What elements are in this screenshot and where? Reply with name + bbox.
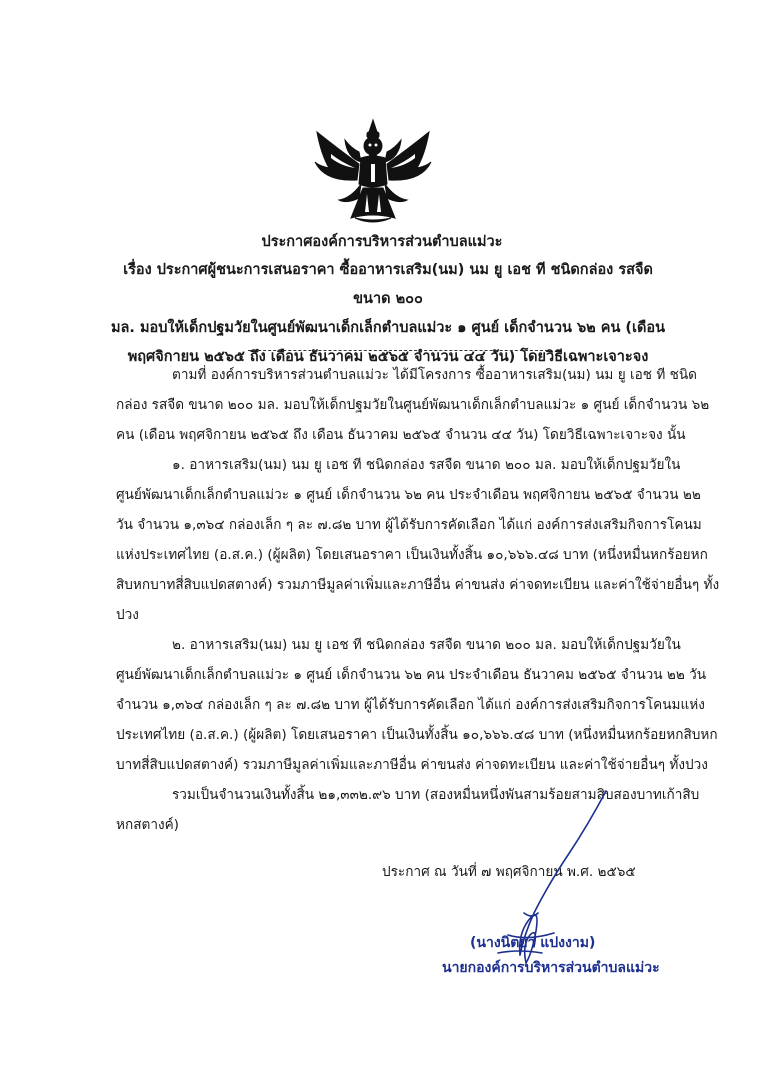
total-line: รวมเป็นจำนวนเงินทั้งสิ้น ๒๑,๓๓๒.๙๖ บาท (สองหมื่นหนึ่งพันสามร้อยสามสิบสองบาทเก้าสิบ — [172, 787, 700, 803]
announcement-subject — [108, 256, 668, 372]
announcement-date: ประกาศ ณ วันที่ ๗ พฤศจิกายน พ.ศ. ๒๕๖๕ — [382, 864, 636, 880]
subject-line: มล. มอบให้เด็กปฐมวัยในศูนย์พัฒนาเด็กเล็กตำบลแม่วะ ๑ ศูนย์ เด็กจำนวน ๖๒ คน (เดือน — [110, 320, 666, 336]
item1-line: วัน จำนวน ๑,๓๖๔ กล่องเล็ก ๆ ละ ๗.๘๒ บาท ผู้ได้รับการคัดเลือก ได้แก่ องค์การส่งเสริมกิจการโคนม — [116, 517, 702, 533]
item2-line: ศูนย์พัฒนาเด็กเล็กตำบลแม่วะ ๑ ศูนย์ เด็กจำนวน ๖๒ คน ประจำเดือน ธันวาคม ๒๕๖๕ จำนวน ๒๒ วัน — [116, 667, 707, 683]
announcement-title: ประกาศองค์การบริหารส่วนตำบลแม่วะ — [261, 234, 503, 250]
item1-line: แห่งประเทศไทย (อ.ส.ค.) (ผู้ผลิต) โดยเสนอราคา เป็นเงินทั้งสิ้น ๑๐,๖๖๖.๔๘ บาท (หนึ่งหมื่นหกร้อยหก — [116, 547, 708, 563]
dashed-divider — [248, 350, 548, 351]
item2-line: ประเทศไทย (อ.ส.ค.) (ผู้ผลิต) โดยเสนอราคา เป็นเงินทั้งสิ้น ๑๐,๖๖๖.๔๘ บาท (หนึ่งหมื่นหกร้อยหกสิบหก — [116, 727, 718, 743]
intro-line: ตามที่ องค์การบริหารส่วนตำบลแม่วะ ได้มีโครงการ ซื้ออาหารเสริม(นม) นม ยู เอช ที ชนิด — [172, 367, 697, 383]
item1-line: ปวง — [116, 607, 139, 623]
item2-line: จำนวน ๑,๓๖๔ กล่องเล็ก ๆ ละ ๗.๘๒ บาท ผู้ได้รับการคัดเลือก ได้แก่ องค์การส่งเสริมกิจการโคนมแห่ง — [116, 697, 705, 713]
item2-line: ๒. อาหารเสริม(นม) นม ยู เอช ที ชนิดกล่อง รสจืด ขนาด ๒๐๐ มล. มอบให้เด็กปฐมวัยใน — [172, 637, 681, 653]
signer-position: นายกองค์การบริหารส่วนตำบลแม่วะ — [442, 960, 660, 976]
signer-name: (นางนิตยา แปงงาม) — [470, 935, 596, 951]
garuda-emblem-icon — [311, 118, 435, 226]
item2-line: บาทสี่สิบแปดสตางค์) รวมภาษีมูลค่าเพิ่มและภาษีอื่น ค่าขนส่ง ค่าจดทะเบียน และค่าใช้จ่ายอื่นๆ ทั้งปวง — [116, 757, 708, 773]
item1-line: สิบหกบาทสี่สิบแปดสตางค์) รวมภาษีมูลค่าเพิ่มและภาษีอื่น ค่าขนส่ง ค่าจดทะเบียน และค่าใช้จ่ายอื่นๆ ทั้ง — [116, 577, 720, 593]
intro-line: กล่อง รสจืด ขนาด ๒๐๐ มล. มอบให้เด็กปฐมวัยในศูนย์พัฒนาเด็กเล็กตำบลแม่วะ ๑ ศูนย์ เด็กจำนวน ๖๒ — [116, 397, 710, 413]
intro-line: คน (เดือน พฤศจิกายน ๒๕๖๕ ถึง เดือน ธันวาคม ๒๕๖๕ จำนวน ๔๔ วัน) โดยวิธีเฉพาะเจาะจง นั้น — [116, 427, 686, 443]
subject-line: พฤศจิกายน ๒๕๖๕ ถึง เดือน ธันวาคม ๒๕๖๕ จำนวน ๔๔ วัน) โดยวิธีเฉพาะเจาะจง — [127, 349, 649, 365]
item1-line: ศูนย์พัฒนาเด็กเล็กตำบลแม่วะ ๑ ศูนย์ เด็กจำนวน ๖๒ คน ประจำเดือน พฤศจิกายน ๒๕๖๕ จำนวน ๒๒ — [116, 487, 701, 503]
item1-line: ๑. อาหารเสริม(นม) นม ยู เอช ที ชนิดกล่อง รสจืด ขนาด ๒๐๐ มล. มอบให้เด็กปฐมวัยใน — [172, 457, 681, 473]
subject-line: เรื่อง ประกาศผู้ชนะการเสนอราคา ซื้ออาหารเสริม(นม) นม ยู เอช ที ชนิดกล่อง รสจืด ขนาด ๒๐๐ — [123, 262, 653, 307]
total-line: หกสตางค์) — [116, 817, 179, 833]
